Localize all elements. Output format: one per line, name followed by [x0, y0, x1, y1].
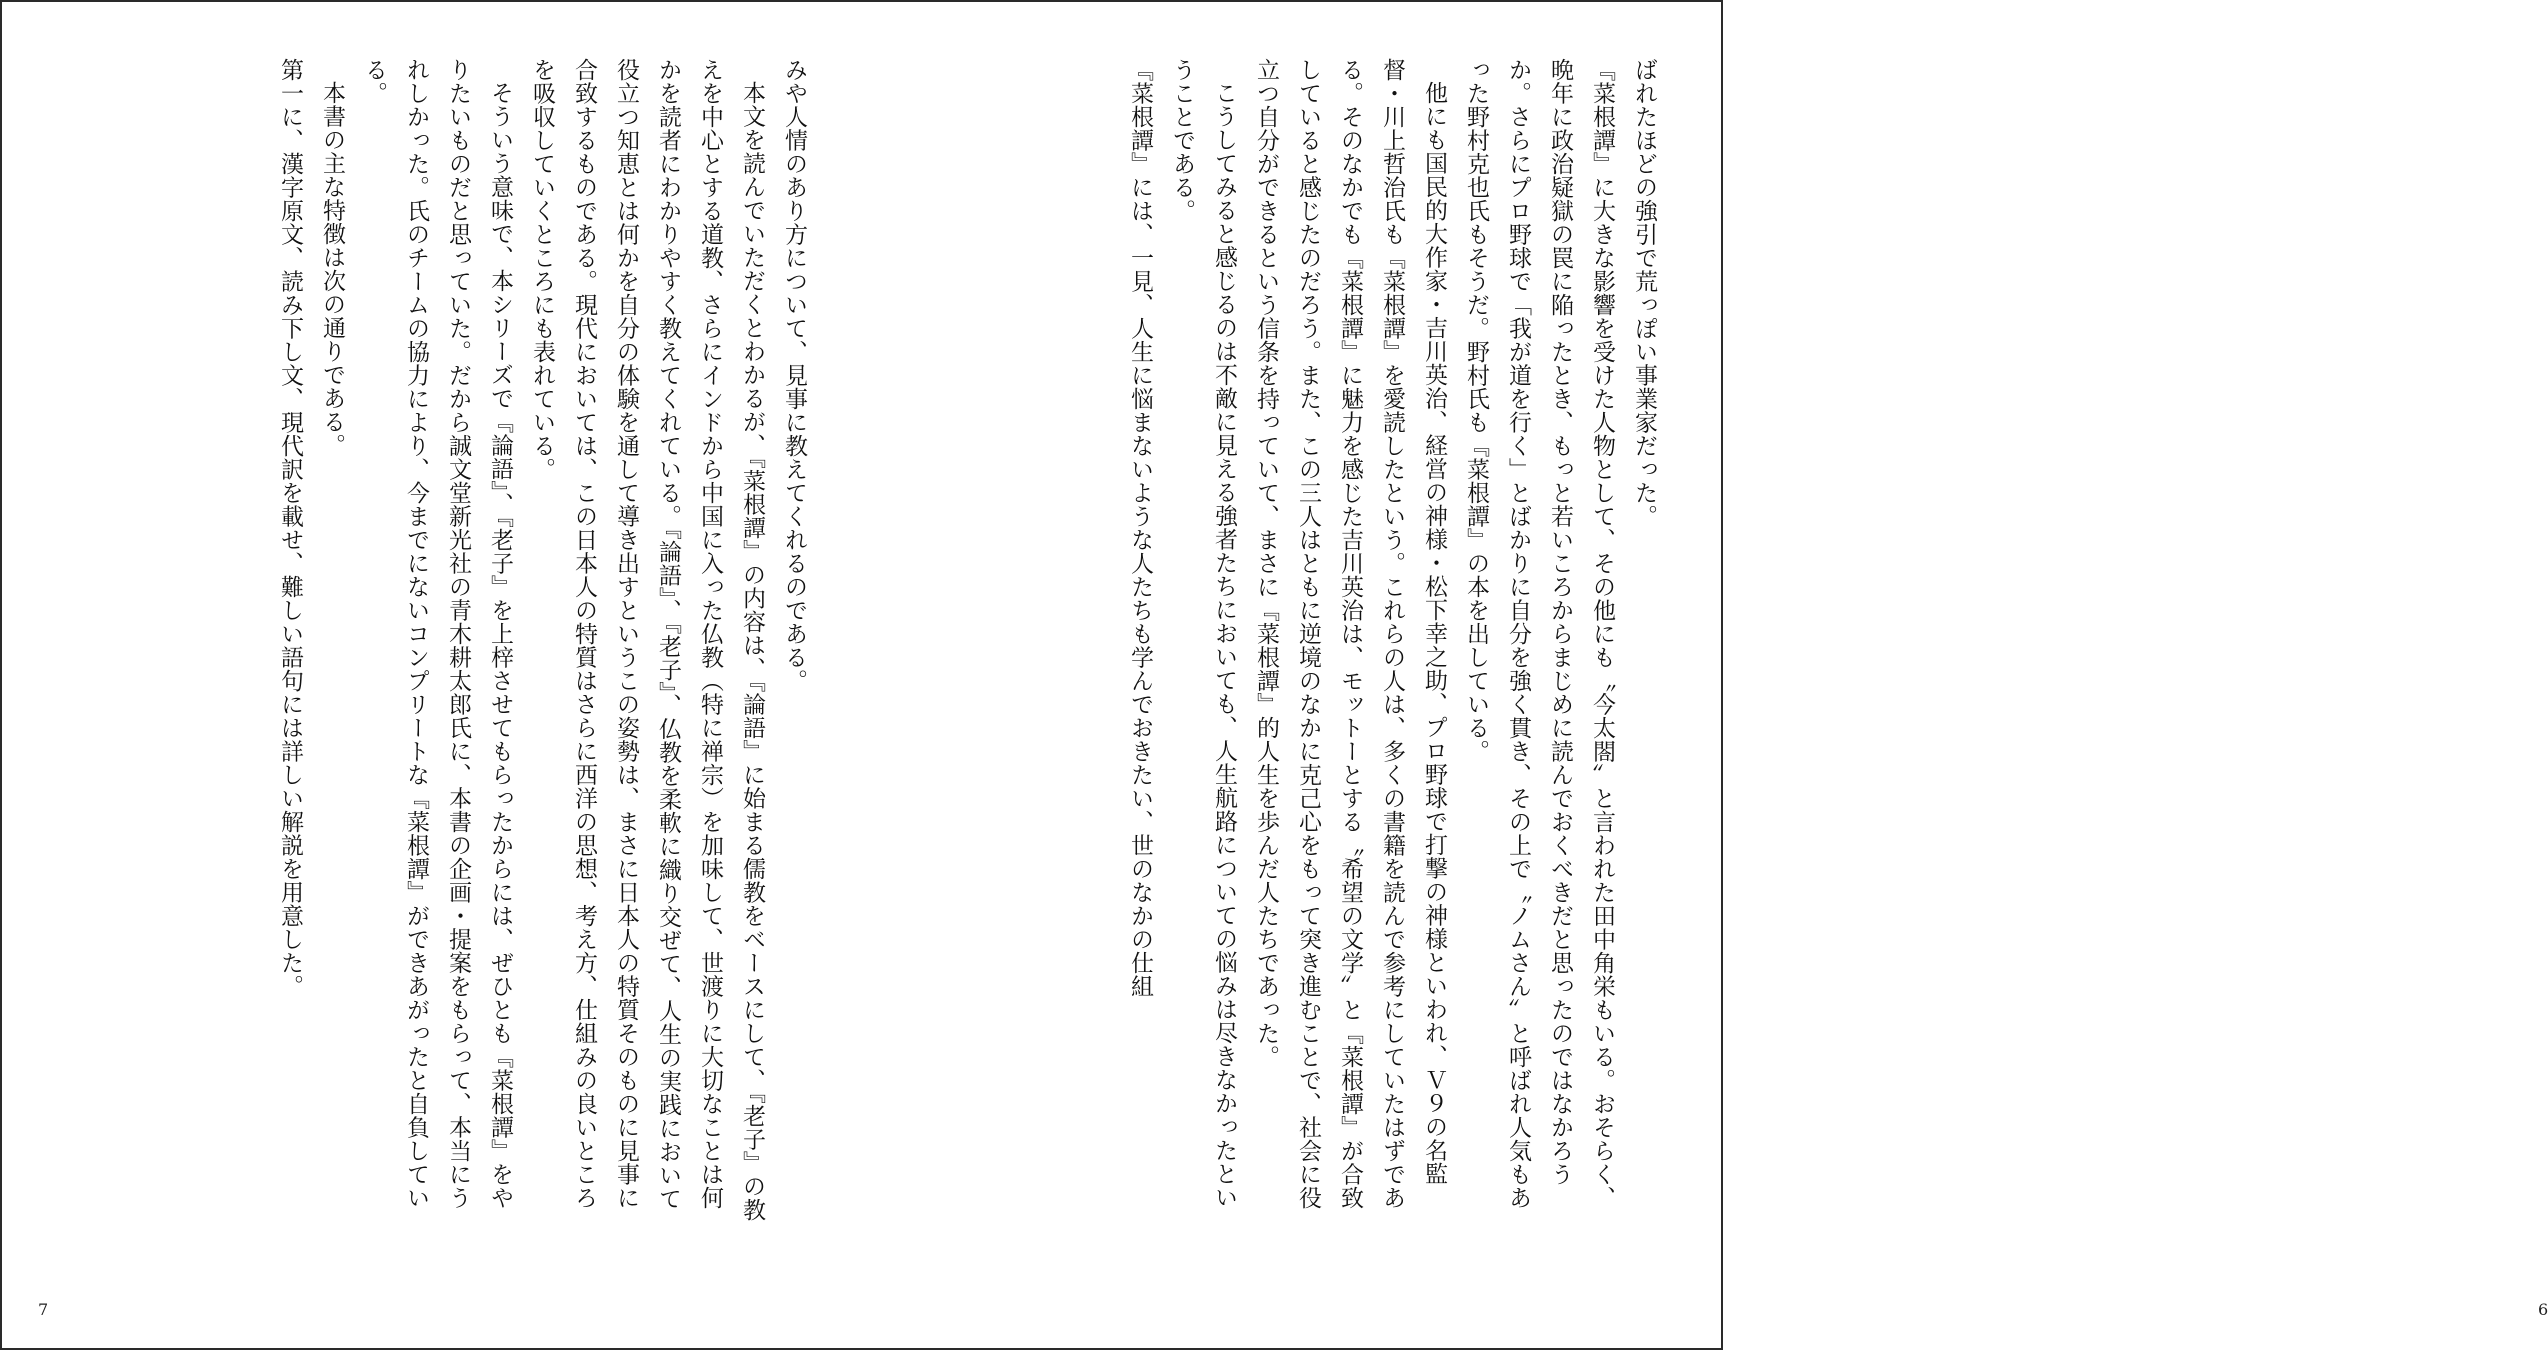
left-paragraph-1: みや人情のあり方について、見事に教えてくれるのである。 — [781, 58, 807, 693]
left-page — [2, 2, 861, 1348]
left-page-text — [175, 58, 815, 1228]
left-paragraph-2: 本文を読んでいただくとわかるが、『菜根譚』の内容は、『論語』に始まる儒教をベースにして、『老子』の教えを中心とする道教、さらにインドから中国に入った仏教（特に禅宗）を加味して、世渡りに大切なことは何かを読者にわかりやすく教えてくれている。『論語』、『老子』、仏教を柔軟に織り交ぜて、人生の実践において役立つ知恵とは何かを自分の体験を通して導き出すというこの姿勢は、まさに日本人の特質そのものに見事に合致するものである。現代においては、この日本人の特質はさらに西洋の思想、考え方、仕組みの良いところを吸収していくところにも表れている。 — [529, 58, 765, 1222]
left-paragraph-4: 本書の主な特徴は次の通りである。 — [319, 81, 345, 457]
page-number-right: 6 — [2538, 1300, 2548, 1319]
right-paragraph-1: ばれたほどの強引で荒っぽい事業家だった。 — [1631, 58, 1657, 528]
right-page — [862, 2, 2548, 1348]
left-paragraph-5: 第一に、漢字原文、読み下し文、現代訳を載せ、難しい語句には詳しい解説を用意した。 — [277, 58, 303, 998]
right-paragraph-3: 他にも国民的大作家・吉川英治、経営の神様・松下幸之助、プロ野球で打撃の神様といわれ、Ｖ９の名監督・川上哲治氏も『菜根譚』を愛読したという。これらの人は、多くの書籍を読んで参考にしていたはずである。そのなかでも『菜根譚』に魅力を感じた吉川英治は、モットーとする〝希望の文学〟と『菜根譚』が合致していると感じたのだろう。また、この三人はともに逆境のなかに克己心をもって突き進むことで、社会に役立つ自分ができるという信条を持っていて、まさに『菜根譚』的人生を歩んだ人たちであった。 — [1253, 58, 1447, 1210]
right-page-text — [965, 58, 1665, 1228]
right-paragraph-2: 『菜根譚』に大きな影響を受けた人物として、その他にも〝今太閤〟と言われた田中角栄もいる。おそらく、晩年に政治疑獄の罠に陥ったとき、もっと若いころからまじめに読んでおくべきだと思ったのではなかろうか。さらにプロ野球で「我が道を行く」とばかりに自分を強く貫き、その上で〝ノムさん〟と呼ばれ人気もあった野村克也氏もそうだ。野村氏も『菜根譚』の本を出している。 — [1463, 58, 1615, 1210]
left-paragraph-3: そういう意味で、本シリーズで『論語』、『老子』を上梓させてもらったからには、ぜひとも『菜根譚』をやりたいものだと思っていた。だから誠文堂新光社の青木耕太郎氏に、本書の企画・提案をもらって、本当にうれしかった。氏のチームの協力により、今までにないコンプリートな『菜根譚』ができあがったと自負している。 — [361, 58, 513, 1210]
right-paragraph-4: こうしてみると感じるのは不敵に見える強者たちにおいても、人生航路についての悩みは尽きなかったということである。 — [1169, 58, 1237, 1209]
right-paragraph-5: 『菜根譚』には、一見、人生に悩まないような人たちも学んでおきたい、世のなかの仕組 — [1127, 58, 1153, 998]
page-number-left: 7 — [38, 1300, 49, 1319]
